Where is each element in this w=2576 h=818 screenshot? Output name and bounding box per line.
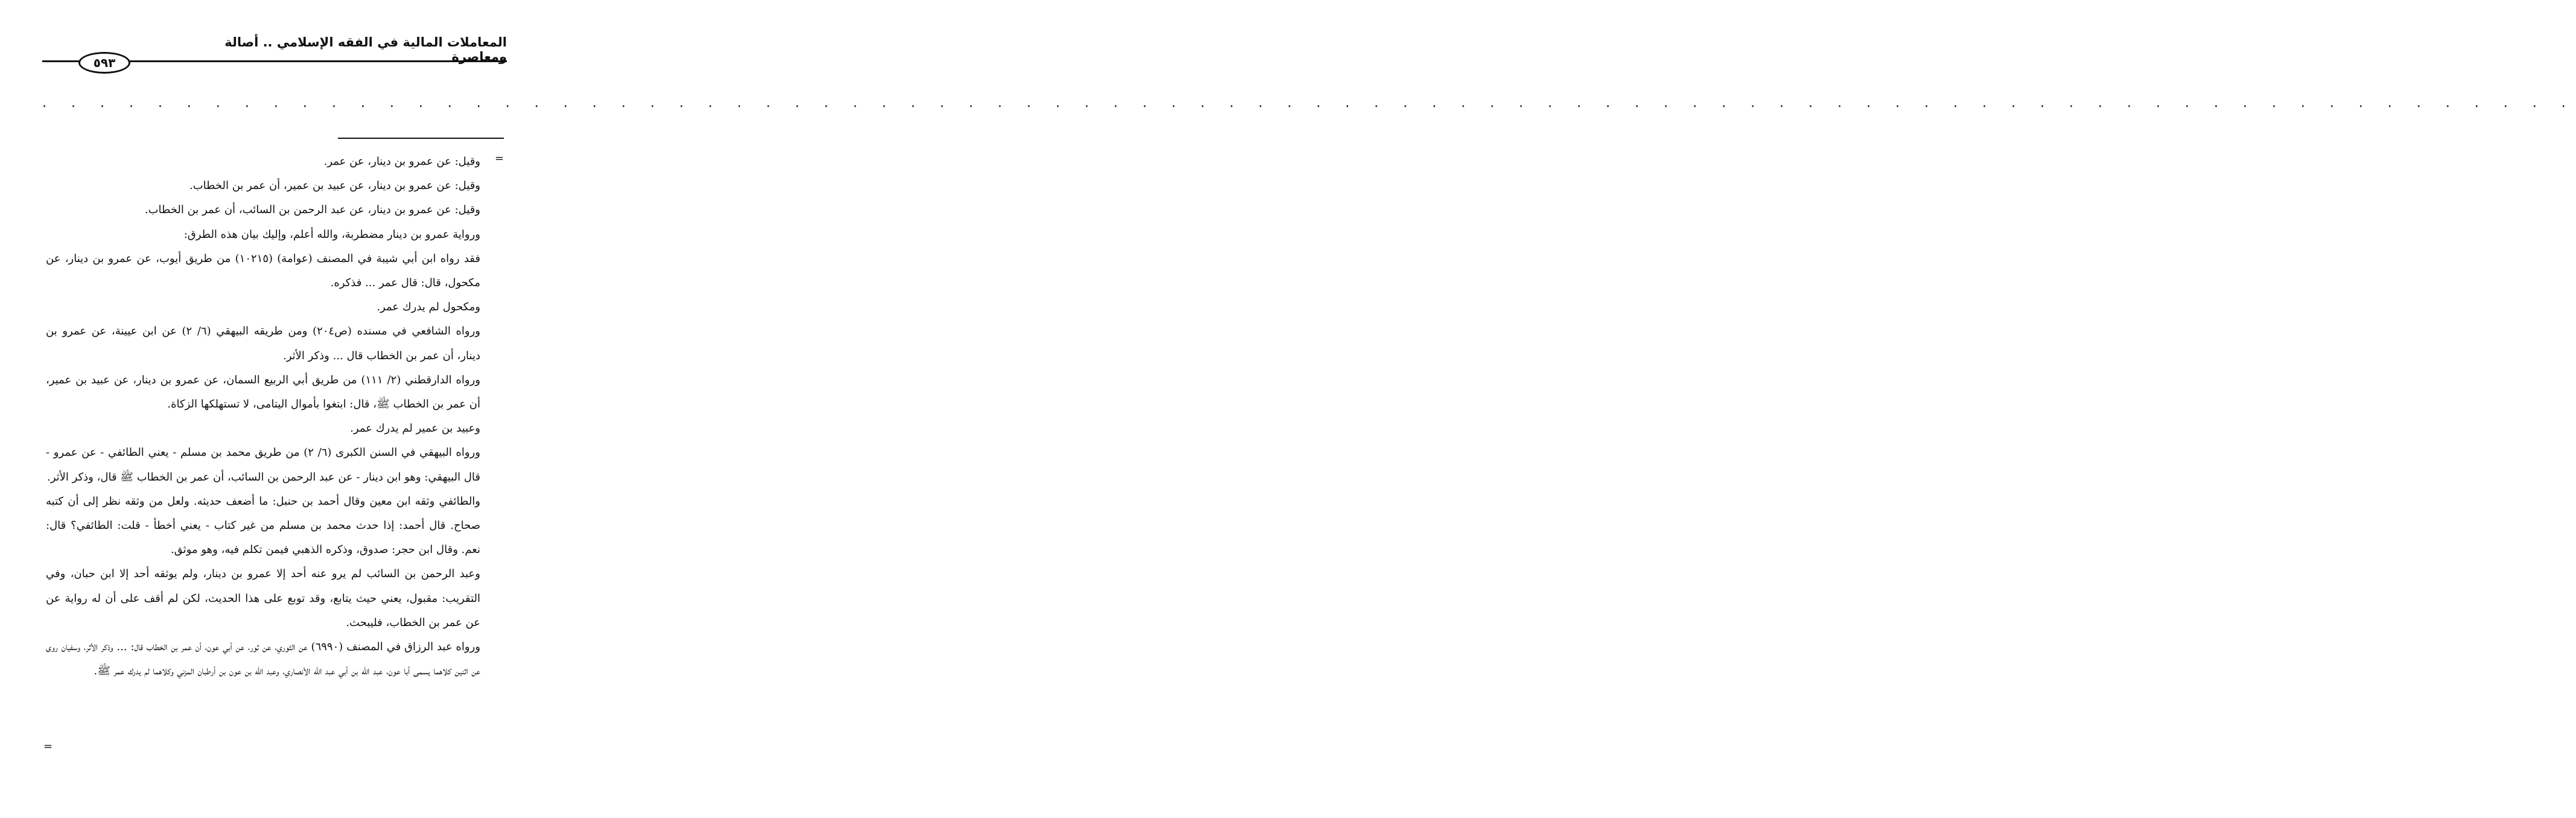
paragraph: ورواية عمرو بن دينار مضطربة، والله أعلم، وإليك بيان هذه الطرق: [183, 228, 480, 241]
paragraph: ورواه عبد الرزاق في المصنف (٦٩٩٠) عن الثوري، عن ثور، عن أبي عون، أن عمر بن الخطاب قال: ... وذكر الأثر، وسفيان روى عن اثنين كلاهما يسمى أبا عون، عبد الله بن أبي عبد الله الأنصاري، وعبد الله بن عون بن أرطبان المزني وكلاهما لم يدرك عمر ﷺ. [46, 641, 480, 678]
paragraph: وقيل: عن عمرو بن دينار، عن عبيد بن عمير، أن عمر بن الخطاب. [189, 179, 480, 193]
running-header-title: المعاملات المالية في الفقه الإسلامي .. أصالة ومعاصرة [224, 35, 507, 64]
paragraph: ورواه الدارقطني (٢/ ١١١) من طريق أبي الربيع السمان، عن عمرو بن دينار، عن عبيد بن عمير، أن عمر بن الخطاب ﷺ، قال: ابتغوا بأموال اليتامى، لا تستهلكها الزكاة. [46, 373, 481, 411]
footnote-rule [338, 138, 504, 139]
paragraph: والطائفي وثقه ابن معين وقال أحمد بن حنبل: ما أضعف حديثه. ولعل من وثقه نظر إلى أن كتبه صحاح. قال أحمد: إذا حدث محمد بن مسلم من غير كتاب - يعني أخطأ - قلت: الطائفي؟ قال: نعم. وقال ابن حجر: صدوق، وذكره الذهبي فيمن تكلم فيه، وهو موثق. [46, 494, 480, 557]
continuation-mark-top: = [495, 152, 504, 165]
paragraph: ورواه البيهقي في السنن الكبرى (٦/ ٢) من طريق محمد بن مسلم - يعني الطائفي - عن عمرو - قال البيهقي: وهو ابن دينار - عن عبد الرحمن بن السائب، أن عمر بن الخطاب ﷺ قال، وذكر الأثر. [46, 446, 480, 484]
paragraph: فقد رواه ابن أبي شيبة في المصنف (عوامة) (١٠٢١٥) من طريق أيوب، عن عمرو بن دينار، عن مكحول، قال: قال عمر ... فذكره. [46, 252, 480, 290]
paragraph: ومكحول لم يدرك عمر. [377, 301, 480, 314]
paragraph: وعبيد بن عمير لم يدرك عمر. [350, 422, 480, 435]
page-number-badge: ٥٩٣ [78, 52, 130, 74]
paragraph: ورواه الشافعي في مسنده (ص٢٠٤) ومن طريقه البيهقي (٦/ ٢) عن ابن عيينة، عن عمرو بن دينار، أن عمر بن الخطاب قال ... وذكر الأثر. [46, 325, 480, 362]
paragraph: وقيل: عن عمرو بن دينار، عن عبد الرحمن بن السائب، أن عمر بن الخطاب. [144, 203, 480, 217]
paragraph: وقيل: عن عمرو بن دينار، عن عمر. [323, 155, 480, 168]
paragraph: وعبد الرحمن بن السائب لم يرو عنه أحد إلا عمرو بن دينار، ولم يوثقه أحد إلا ابن حبان، وفي التقريب: مقبول، يعني حيث يتابع، وقد توبع على هذا الحديث، لكن لم أقف على أن له رواية عن عن عمر بن الخطاب، فليبحث. [46, 567, 480, 629]
section-separator-dots: . . . . . . . . . . . . . . . . . . . . . . . . . . . . . . . . . . . . . . . . . . . . . . . . . . . . . . . . . . . . . . . . . . . . . . . . . . . . . . . . . . . . . . . . [42, 95, 2576, 110]
footnote-body [46, 150, 480, 683]
continuation-mark-bottom: = [43, 740, 53, 753]
